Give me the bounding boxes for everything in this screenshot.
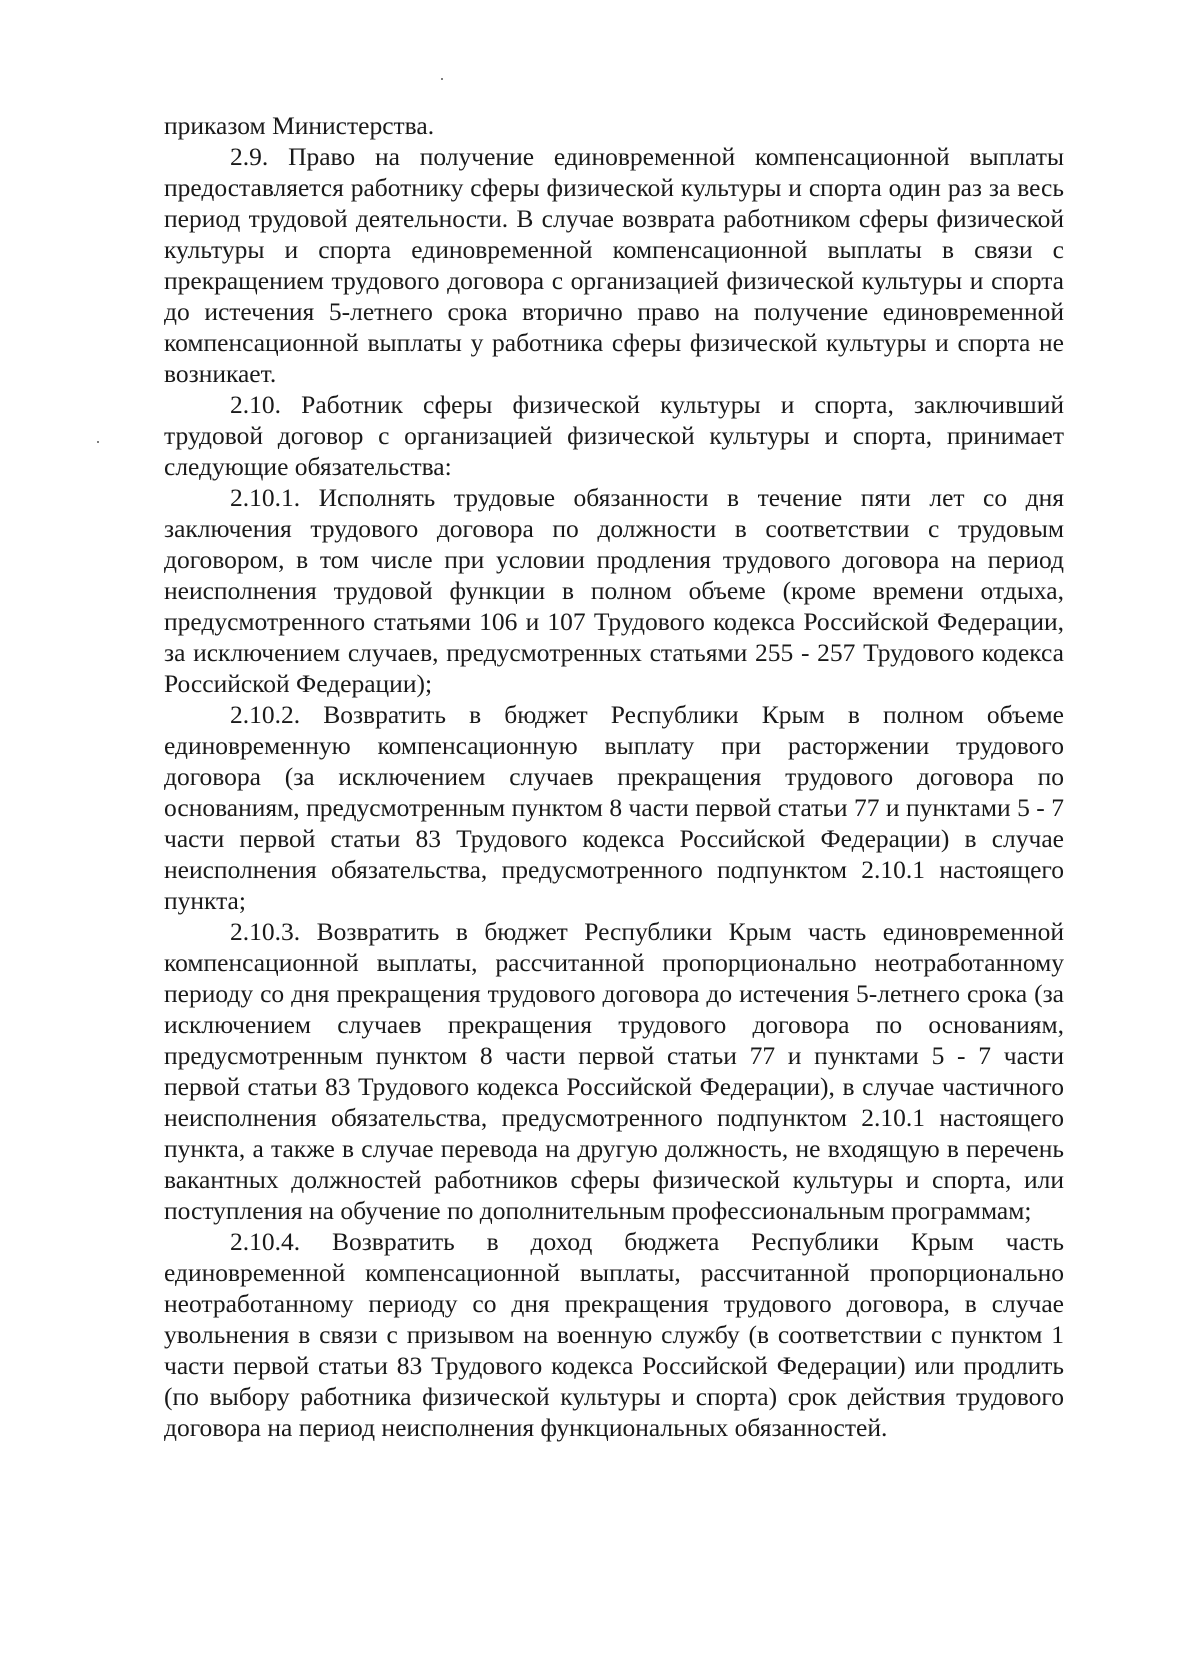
paragraph-2-10-3: 2.10.3. Возвратить в бюджет Республики Крым часть единовременной компенсационной выплаты, рассчитанной пропорционально неотработанному периоду со дня прекращения трудового договора до истечения 5-летнего срока (за исключением случаев прекращения трудового договора по основаниям, предусмотренным пунктом 8 части первой статьи 77 и пунктами 5 - 7 части первой статьи 83 Трудового кодекса Российской Федерации), в случае частичного неисполнения обязательства, предусмотренного подпунктом 2.10.1 настоящего пункта, а также в случае перевода на другую должность, не входящую в перечень вакантных должностей работников сферы физической культуры и спорта, или поступления на обучение по дополнительным профессиональным программам; [164, 917, 1064, 1225]
paragraph-2-10-4: 2.10.4. Возвратить в доход бюджета Республики Крым часть единовременной компенсационной выплаты, рассчитанной пропорционально неотработанному периоду со дня прекращения трудового договора, в случае увольнения в связи с призывом на военную службу (в соответствии с пунктом 1 части первой статьи 83 Трудового кодекса Российской Федерации) или продлить (по выбору работника физической культуры и спорта) срок действия трудового договора на период неисполнения функциональных обязанностей. [164, 1227, 1064, 1442]
paragraph-2-10: 2.10. Работник сферы физической культуры и спорта, заключивший трудовой договор с организацией физической культуры и спорта, принимает следующие обязательства: [164, 390, 1064, 481]
paragraph-2-9: 2.9. Право на получение единовременной компенсационной выплаты предоставляется работнику сферы физической культуры и спорта один раз за весь период трудовой деятельности. В случае возврата работником сферы физической культуры и спорта единовременной компенсационной выплаты в связи с прекращением трудового договора с организацией физической культуры и спорта до истечения 5-летнего срока вторично право на получение единовременной компенсационной выплаты у работника сферы физической культуры и спорта не возникает. [164, 142, 1064, 388]
scan-speck [97, 441, 99, 443]
paragraph-2-10-2: 2.10.2. Возвратить в бюджет Республики Крым в полном объеме единовременную компенсационную выплату при расторжении трудового договора (за исключением случаев прекращения трудового договора по основаниям, предусмотренным пунктом 8 части первой статьи 77 и пунктами 5 - 7 части первой статьи 83 Трудового кодекса Российской Федерации) в случае неисполнения обязательства, предусмотренного подпунктом 2.10.1 настоящего пункта; [164, 700, 1064, 915]
document-body [164, 110, 1064, 1443]
paragraph-2-10-1: 2.10.1. Исполнять трудовые обязанности в течение пяти лет со дня заключения трудового договора по должности в соответствии с трудовым договором, в том числе при условии продления трудового договора на период неисполнения трудовой функции в полном объеме (кроме времени отдыха, предусмотренного статьями 106 и 107 Трудового кодекса Российской Федерации, за исключением случаев, предусмотренных статьями 255 - 257 Трудового кодекса Российской Федерации); [164, 483, 1064, 698]
scan-speck [441, 78, 443, 80]
paragraph-continuation: приказом Министерства. [164, 111, 435, 140]
